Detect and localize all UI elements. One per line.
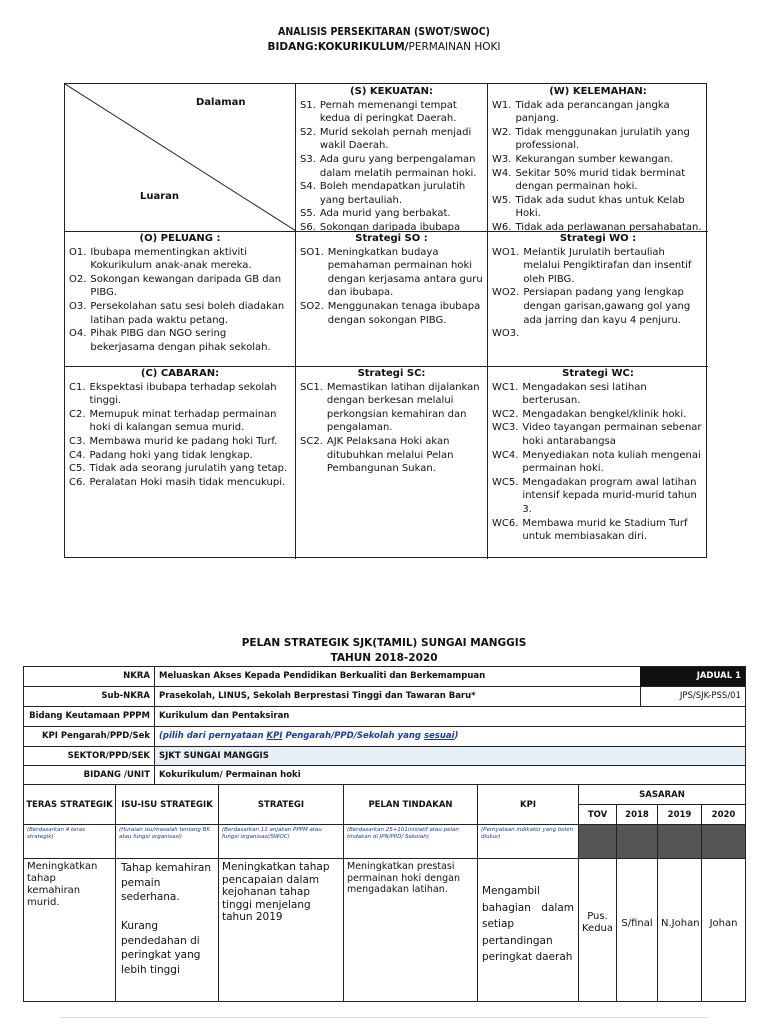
item-key: WC2.: [492, 408, 519, 420]
list-item: [69, 300, 291, 327]
wc-heading: Strategi WC:: [562, 368, 634, 379]
plan-table: [23, 666, 746, 1002]
wc-list: [492, 381, 704, 544]
item-text: Video tayangan permainan sebenar hoki antarabangsa: [522, 422, 702, 447]
item-key: S3.: [300, 153, 316, 165]
note-teras: (Berdasarkan 4 teras strategik): [24, 825, 116, 859]
item-text: Ada murid yang berbakat.: [319, 208, 451, 220]
strengths-cell: [296, 84, 488, 232]
item-key: C2.: [69, 408, 86, 420]
col-teras: TERAS STRATEGIK: [24, 785, 116, 825]
shade-tov: [579, 825, 617, 859]
subnkra-label: Sub-NKRA: [24, 687, 155, 706]
challenges-list: [69, 381, 291, 490]
item-text: Tidak ada perancangan jangka panjang.: [515, 99, 670, 125]
item-key: C5.: [69, 463, 86, 475]
col-kpi: KPI: [478, 785, 579, 825]
col-sasaran: SASARAN: [579, 785, 745, 805]
col-2019: 2019: [658, 805, 702, 825]
list-item: [492, 449, 704, 476]
list-item: [69, 408, 291, 435]
weaknesses-heading: (W) KELEMAHAN:: [549, 86, 647, 97]
item-text: Meningkatkan budaya pemahaman permainan hoki dengan kerjasama antara guru dan ibubapa.: [327, 246, 483, 299]
strengths-list: [300, 99, 483, 235]
item-key: S2.: [300, 126, 316, 138]
weaknesses-cell: [488, 84, 708, 232]
body-2020: Johan: [709, 918, 738, 929]
item-text: Tidak menggunakan jurulatih yang professional.: [515, 126, 690, 152]
kpi-value-a: (pilih dari pernyataan: [159, 731, 267, 741]
plan-title: PELAN STRATEGIK SJK(TAMIL) SUNGAI MANGGIS: [241, 637, 527, 649]
opportunities-list: [69, 246, 291, 355]
list-item: [69, 381, 291, 408]
corner-cell: [65, 84, 296, 232]
item-text: Membawa murid ke Stadium Turf untuk membiasakan diri.: [522, 517, 688, 543]
list-item: [69, 435, 291, 449]
item-text: [519, 327, 704, 341]
bidang-value: Kurikulum dan Pentaksiran: [159, 711, 290, 721]
item-text: Tidak ada sudut khas untuk Kelab Hoki.: [515, 194, 685, 220]
list-item: [492, 476, 704, 517]
item-text: Ada guru yang berpengalaman dalam melatih permainan hoki.: [319, 153, 477, 179]
item-text: Mengadakan sesi latihan berterusan.: [522, 381, 647, 407]
list-item: [69, 449, 291, 463]
list-item: [492, 126, 704, 153]
item-key: WC5.: [492, 476, 519, 488]
swot-subtitle: [0, 41, 768, 53]
item-text: Menyediakan nota kuliah mengenai permainan hoki.: [522, 449, 701, 475]
item-text: Persekolahan satu sesi boleh diadakan latihan pada waktu petang.: [90, 300, 285, 326]
plan-years: TAHUN 2018-2020: [330, 652, 438, 664]
list-item: [492, 408, 704, 422]
item-text: Tidak ada seorang jurulatih yang tetap.: [89, 463, 288, 475]
item-key: W6.: [492, 221, 512, 233]
note-strategi: (Berdasarkan 11 anjakan PPPM atau fungsi organisasi/SWOC): [219, 825, 344, 859]
item-text: Melantik Jurulatih bertauliah melalui Pengiktirafan dan insentif oleh PIBG.: [523, 246, 692, 285]
opportunities-heading: (O) PELUANG :: [139, 233, 221, 244]
body-pelan: Meningkatkan prestasi permainan hoki dengan mengadakan latihan.: [344, 859, 478, 1001]
list-item: [492, 517, 704, 544]
item-key: O2.: [69, 273, 87, 285]
list-item: [492, 421, 704, 448]
sektor-value: SJKT SUNGAI MANGGIS: [155, 747, 745, 765]
item-text: Persiapan padang yang lengkap dengan garisan,gawang gol yang ada jarring dan kayu 4 penjuru.: [523, 287, 691, 326]
shade-2020: [702, 825, 745, 859]
item-key: C6.: [69, 476, 86, 488]
wo-heading: Strategi WO :: [559, 233, 637, 244]
list-item: [492, 381, 704, 408]
col-strategi: STRATEGI: [219, 785, 344, 825]
col-isu: ISU-ISU STRATEGIK: [116, 785, 219, 825]
item-key: W1.: [492, 99, 512, 111]
wo-cell: [488, 232, 708, 367]
row-unit: [23, 765, 746, 784]
list-item: [492, 286, 704, 327]
row-nkra: [23, 666, 746, 686]
list-item: [492, 194, 704, 221]
item-text: Murid sekolah pernah menjadi wakil Daerah.: [319, 126, 472, 152]
item-text: Ekspektasi ibubapa terhadap sekolah tinggi.: [89, 381, 277, 407]
body-strategi: Meningkatkan tahap pencapaian dalam kejohanan tahap tinggi menjelang tahun 2019: [219, 859, 344, 1001]
item-key: O4.: [69, 328, 87, 340]
item-key: WC6.: [492, 517, 519, 529]
list-item: [300, 99, 483, 126]
item-text: Sokongan daripada ibubapa: [319, 221, 461, 233]
item-key: O1.: [69, 246, 87, 258]
note-pelan: (Berdasarkan 25+101inisiatif atau pelan tindakan di JPN/PPD/ Sekolah): [344, 825, 478, 859]
item-key: SC2.: [300, 435, 323, 447]
strengths-heading: (S) KEKUATAN:: [350, 86, 433, 97]
item-key: C3.: [69, 435, 86, 447]
list-item: [300, 207, 483, 221]
item-key: W3.: [492, 153, 512, 165]
body-kpi: Mengambil bahagian dalam setiap pertandingan peringkat daerah: [478, 859, 579, 1001]
item-text: Sokongan kewangan daripada GB dan PIBG.: [90, 273, 282, 299]
so-cell: [296, 232, 488, 367]
diagonal-line: [65, 84, 296, 232]
jadual-badge: JADUAL 1: [640, 667, 745, 686]
list-item: [492, 167, 704, 194]
so-list: [300, 246, 483, 328]
list-item: [69, 476, 291, 490]
item-text: Mengadakan program awal latihan intensif kepada murid-murid tahun 3.: [522, 476, 697, 515]
item-text: Memastikan latihan dijalankan dengan berkesan melalui perkongsian kemahiran dan pengalaman.: [326, 381, 480, 434]
bidang-label: Bidang Keutamaan PPPM: [24, 707, 155, 726]
list-item: [300, 300, 483, 327]
item-key: SO2.: [300, 300, 324, 312]
kpi-value-b: KPI: [266, 731, 283, 741]
item-text: AJK Pelaksana Hoki akan ditubuhkan melalui Pelan Pembangunan Sukan.: [326, 435, 454, 475]
sektor-label: SEKTOR/PPD/SEK: [24, 747, 155, 765]
list-item: [492, 327, 704, 341]
row-sektor: [23, 746, 746, 765]
plan-grid: [23, 784, 746, 1002]
item-key: W4.: [492, 167, 512, 179]
note-kpi: (Pernyataan indikator yang boleh diukur): [478, 825, 579, 859]
kpi-value-e: ): [454, 731, 459, 741]
item-key: WO1.: [492, 246, 520, 258]
plan-code: JPS/SJK-PSS/01: [679, 691, 741, 701]
body-teras: Meningkatkan tahap kemahiran murid.: [24, 859, 116, 1001]
item-text: Membawa murid ke padang hoki Turf.: [89, 435, 278, 447]
col-2020: 2020: [702, 805, 745, 825]
swot-title: ANALISIS PERSEKITARAN (SWOT/SWOC): [278, 26, 490, 38]
row-bidang: [23, 706, 746, 726]
sc-heading: Strategi SC:: [357, 368, 426, 379]
shade-2018: [617, 825, 658, 859]
nkra-value: Meluaskan Akses Kepada Pendidikan Berkualiti dan Berkemampuan: [159, 671, 486, 681]
item-key: WO2.: [492, 287, 520, 299]
item-key: O3.: [69, 300, 87, 312]
body-isu: Tahap kemahiran pemain sederhana. Kurang pendedahan di peringkat yang lebih tinggi: [116, 859, 219, 1001]
item-key: SC1.: [300, 381, 323, 393]
so-heading: Strategi SO :: [355, 233, 428, 244]
list-item: [492, 153, 704, 167]
sc-cell: [296, 367, 488, 559]
item-text: Pernah memenangi tempat kedua di peringkat Daerah.: [319, 99, 457, 125]
list-item: [300, 153, 483, 180]
list-item: [492, 99, 704, 126]
list-item: [69, 327, 291, 354]
item-text: Kekurangan sumber kewangan.: [515, 153, 674, 165]
list-item: [300, 246, 483, 300]
subtitle-bold: BIDANG:KOKURIKULUM/: [267, 41, 409, 53]
col-tov: TOV: [579, 805, 617, 825]
item-key: WC3.: [492, 422, 519, 434]
shade-2019: [658, 825, 702, 859]
item-key: C4.: [69, 449, 86, 461]
item-text: Tidak ada perlawanan persahabatan.: [515, 221, 702, 233]
list-item: [492, 246, 704, 287]
item-text: Boleh mendapatkan jurulatih yang bertauliah.: [319, 181, 466, 206]
item-text: Mengadakan bengkel/klinik hoki.: [522, 408, 687, 420]
challenges-heading: (C) CABARAN:: [140, 368, 220, 379]
item-key: S1.: [300, 99, 316, 111]
item-text: Sekitar 50% murid tidak berminat dengan permainan hoki.: [515, 167, 686, 193]
subnkra-value: Prasekolah, LINUS, Sekolah Berprestasi Tinggi dan Tawaran Baru*: [155, 687, 641, 706]
item-key: W2.: [492, 126, 512, 138]
note-isu: (Huraian isu/masalah tentang BK atau fungsi organisasi): [116, 825, 219, 859]
list-item: [69, 462, 291, 476]
challenges-cell: [65, 367, 296, 559]
kpi-value-c: Pengarah/PPD/Sekolah yang: [282, 731, 424, 741]
list-item: [300, 381, 483, 435]
unit-label: BIDANG /UNIT: [24, 766, 155, 784]
item-text: Menggunakan tenaga ibubapa dengan sokongan PIBG.: [327, 300, 481, 326]
item-text: Peralatan Hoki masih tidak mencukupi.: [89, 476, 286, 488]
kpi-value-d: sesuai: [423, 731, 455, 741]
page-divider: [60, 1017, 708, 1018]
item-key: S6.: [300, 221, 316, 233]
body-tov: Pus. Kedua: [579, 859, 617, 1001]
nkra-label: NKRA: [24, 667, 155, 686]
item-text: Ibubapa mementingkan aktiviti Kokurikulum anak-anak mereka.: [90, 246, 252, 272]
item-key: W5.: [492, 194, 512, 206]
corner-dalaman: Dalaman: [196, 97, 246, 108]
body-2018: S/final: [617, 859, 658, 1001]
opportunities-cell: [65, 232, 296, 367]
col-pelan: PELAN TINDAKAN: [344, 785, 478, 825]
swot-table: [64, 83, 707, 558]
corner-luaran: Luaran: [140, 191, 180, 202]
item-key: C1.: [69, 381, 86, 393]
list-item: [300, 435, 483, 476]
unit-value: Kokurikulum/ Permainan hoki: [159, 770, 301, 780]
body-2019: N.Johan: [658, 859, 702, 1001]
col-2018: 2018: [617, 805, 658, 825]
row-kpi: [23, 726, 746, 746]
row-subnkra: [23, 686, 746, 706]
item-text: Pihak PIBG dan NGO sering bekerjasama dengan pihak sekolah.: [90, 328, 271, 353]
item-key: S4.: [300, 181, 316, 193]
list-item: [69, 246, 291, 273]
item-text: Memupuk minat terhadap permainan hoki di kalangan semua murid.: [89, 408, 277, 434]
item-text: Padang hoki yang tidak lengkap.: [89, 449, 253, 461]
weaknesses-list: [492, 99, 704, 235]
subtitle-rest: PERMAINAN HOKI: [408, 41, 501, 53]
wo-list: [492, 246, 704, 341]
item-key: WC1.: [492, 381, 519, 393]
kpi-value: [155, 727, 745, 746]
sc-list: [300, 381, 483, 476]
list-item: [300, 126, 483, 153]
wc-cell: [488, 367, 708, 559]
item-key: SO1.: [300, 246, 324, 258]
kpi-label: KPI Pengarah/PPD/Sek: [24, 727, 155, 746]
list-item: [69, 273, 291, 300]
list-item: [300, 180, 483, 207]
item-key: S5.: [300, 208, 316, 220]
item-key: WO3.: [492, 328, 520, 340]
item-key: WC4.: [492, 449, 519, 461]
